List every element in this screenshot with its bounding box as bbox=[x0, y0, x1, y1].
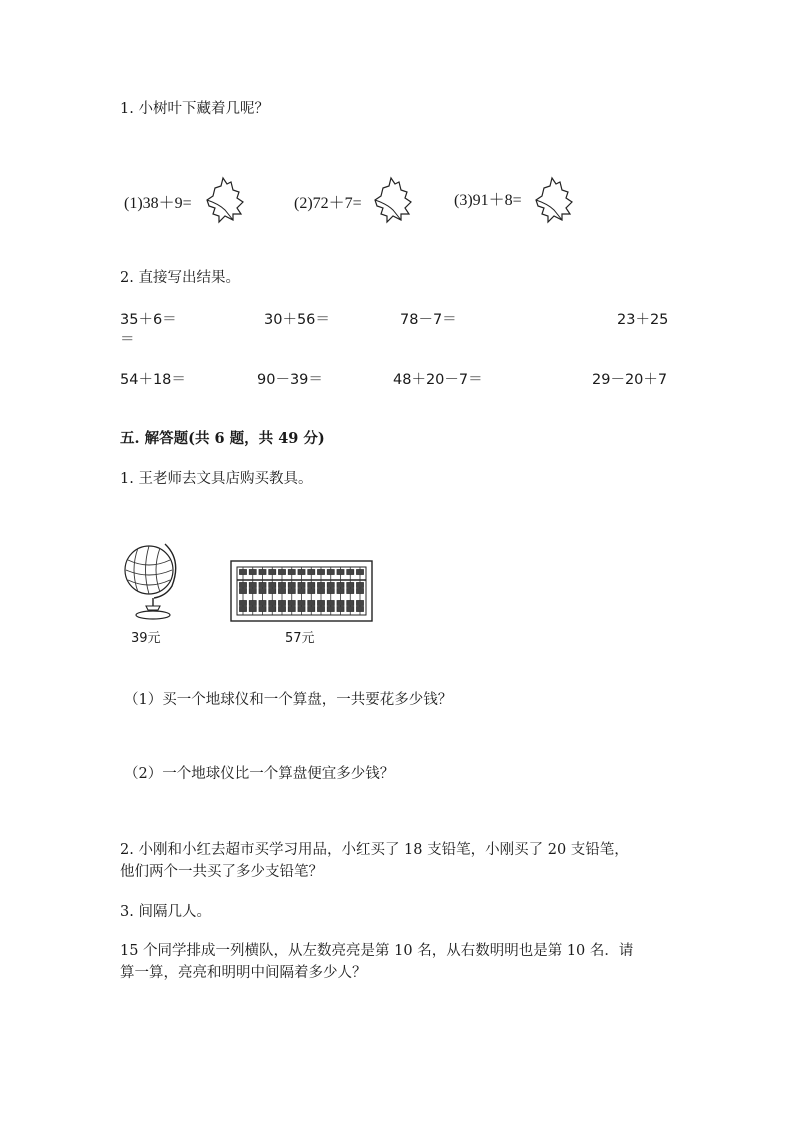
sub-question-1: （1）买一个地球仪和一个算盘，一共要花多少钱？ bbox=[124, 692, 453, 708]
abacus-icon bbox=[230, 560, 373, 622]
question-2-line-2: 他们两个一共买了多少支铅笔？ bbox=[120, 864, 323, 880]
sub-question-2: （2）一个地球仪比一个算盘便宜多少钱？ bbox=[124, 766, 395, 782]
leaf-icon bbox=[532, 176, 576, 226]
question-1-title: 1. 王老师去文具店购买教具。 bbox=[120, 471, 313, 487]
question-2-line-1: 2. 小刚和小红去超市买学习用品，小红买了 18 支铅笔，小刚买了 20 支铅笔， bbox=[120, 842, 629, 858]
question-3-line-1: 15 个同学排成一列横队，从左数亮亮是第 10 名，从右数明明也是第 10 名．请 bbox=[120, 943, 634, 959]
leaf-icon bbox=[371, 176, 415, 226]
calc-item: 54＋18＝ bbox=[120, 372, 186, 388]
calc-item: 78－7＝ bbox=[400, 312, 457, 328]
globe-icon bbox=[120, 540, 182, 622]
section-heading: 五. 解答题(共 6 题，共 49 分) bbox=[120, 430, 325, 447]
question-1-title: 1. 小树叶下藏着几呢？ bbox=[120, 101, 269, 117]
leaf-question-3: (3)91＋8= bbox=[454, 192, 522, 209]
abacus-price: 57元 bbox=[285, 631, 315, 646]
calc-item: 30＋56＝ bbox=[264, 312, 330, 328]
leaf-question-2: (2)72＋7= bbox=[294, 195, 362, 212]
globe-price: 39元 bbox=[131, 631, 161, 646]
calc-item: 35＋6＝ bbox=[120, 312, 177, 328]
leaf-question-1: (1)38＋9= bbox=[124, 195, 192, 212]
calc-item: 48＋20－7＝ bbox=[393, 372, 483, 388]
question-2-title: 2. 直接写出结果。 bbox=[120, 270, 240, 286]
calc-item-wrap: ＝ bbox=[120, 332, 135, 348]
calc-item: 29－20＋7 bbox=[592, 372, 668, 388]
calc-item: 23＋25 bbox=[617, 312, 669, 328]
question-3-title: 3. 间隔几人。 bbox=[120, 904, 211, 920]
calc-item: 90－39＝ bbox=[257, 372, 323, 388]
leaf-icon bbox=[203, 176, 247, 226]
question-3-line-2: 算一算，亮亮和明明中间隔着多少人？ bbox=[120, 965, 367, 981]
